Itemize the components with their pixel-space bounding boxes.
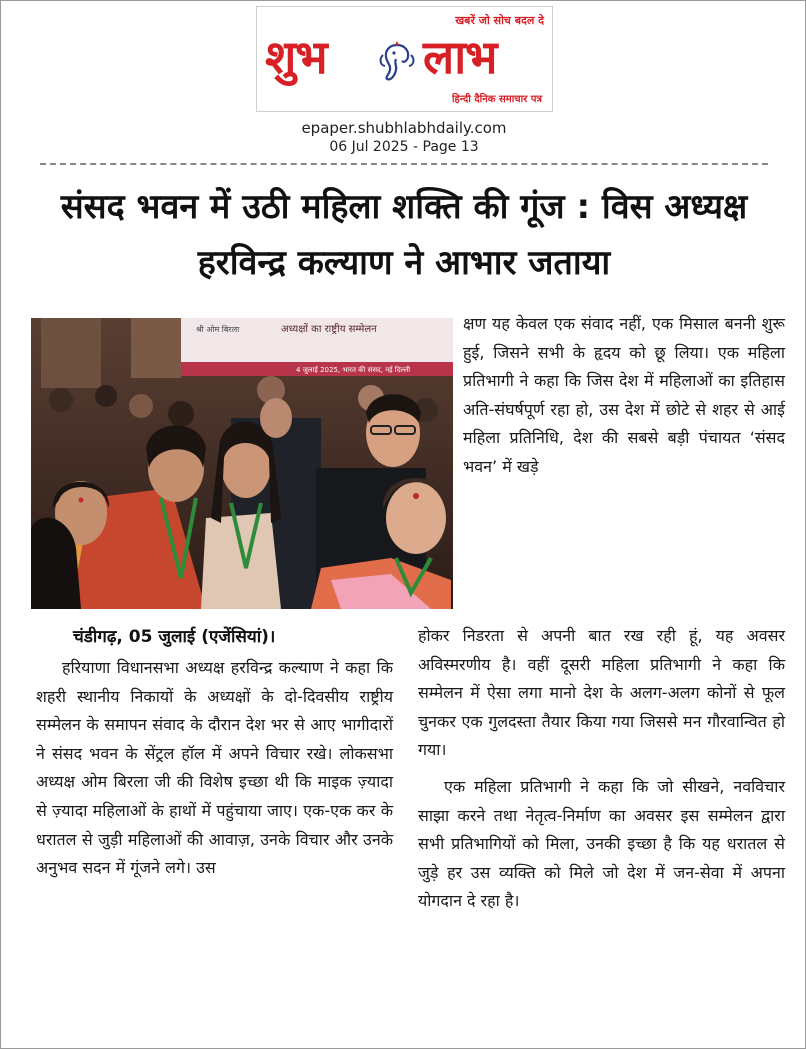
article-headline: संसद भवन में उठी महिला शक्ति की गूंज : विस अध्यक्ष हरविन्द्र कल्याण ने आभार जताया bbox=[60, 187, 748, 283]
article-column-left bbox=[36, 654, 393, 883]
edition-url: epaper.shubhlabhdaily.com bbox=[301, 119, 507, 137]
logo-word-left: शुभ bbox=[265, 30, 327, 84]
ganesha-icon bbox=[375, 39, 419, 83]
masthead bbox=[256, 6, 553, 112]
paragraph: एक महिला प्रतिभागी ने कहा कि जो सीखने, नवविचार साझा करने तथा नेतृत्व-निर्माण का अवसर इस सम्मेलन द्वारा सभी प्रतिभागियों को मिला, उनकी इच्छा है कि यह धरातल से जुड़े हर उस व्यक्ति को मिले जो देश में जन-सेवा में अपना योगदान दे रहा है। bbox=[418, 776, 785, 911]
masthead-tagline: खबरें जो सोच बदल दे bbox=[455, 14, 544, 27]
dashed-divider bbox=[40, 163, 768, 165]
logo-word-right: लाभ bbox=[423, 30, 497, 84]
article-dateline: चंडीगढ़, 05 जुलाई (एजेंसियां)। bbox=[73, 627, 276, 647]
paragraph: हरियाणा विधानसभा अध्यक्ष हरविन्द्र कल्याण ने कहा कि शहरी स्थानीय निकायों के अध्यक्षों के दो-दिवसीय राष्ट्रीय सम्मेलन के समापन संवाद के दौरान देश भर से आए भागीदारों ने संसद भवन के सेंट्रल हॉल में अपने विचार रखे। लोकसभा अध्यक्ष ओम बिरला जी की विशेष इच्छा थी कि माइक ज़्यादा से ज़्यादा महिलाओं के हाथों में पहुंचाया जाए। एक-एक कर के धरातल से जुड़ी महिलाओं की आवाज़, उनके विचार और उनके अनुभव सदन में गूंजने लगे। उस bbox=[36, 658, 393, 878]
masthead-subtagline: हिन्दी दैनिक समाचार पत्र bbox=[451, 94, 542, 105]
photo-illustration bbox=[31, 318, 453, 609]
logo bbox=[265, 27, 545, 89]
edition-date-page: 06 Jul 2025 - Page 13 bbox=[329, 139, 479, 155]
article-photo bbox=[31, 318, 453, 609]
paragraph: होकर निडरता से अपनी बात रख रही हूं, यह अवसर अविस्मरणीय है। वहीं दूसरी महिला प्रतिभागी ने कहा कि सम्मेलन में ऐसा लगा मानो देश के अलग-अलग कोनों से फूल चुनकर एक गुलदस्ता तैयार किया गया जिससे मन गौरवान्वित हो गया। bbox=[418, 626, 785, 760]
banner-name: श्री ओम बिरला bbox=[196, 325, 240, 334]
article-column-right-bottom bbox=[418, 622, 785, 916]
article-column-right-top bbox=[463, 310, 785, 482]
paragraph: क्षण यह केवल एक संवाद नहीं, एक मिसाल बननी शुरू हुई, जिसने सभी के हृदय को छू लिया। एक महिला प्रतिभागी ने कहा कि जिस देश में महिलाओं का इतिहास अति-संघर्षपूर्ण रहा हो, उस देश में छोटे से शहर से आई महिला प्रतिनिधि, देश की सबसे बड़ी पंचायत ‘संसद भवन’ में खड़े bbox=[463, 314, 785, 476]
banner-date: 4 जुलाई 2025, भारत की संसद, नई दिल्ली bbox=[296, 366, 411, 374]
banner-title: अध्यक्षों का राष्ट्रीय सम्मेलन bbox=[281, 324, 377, 335]
